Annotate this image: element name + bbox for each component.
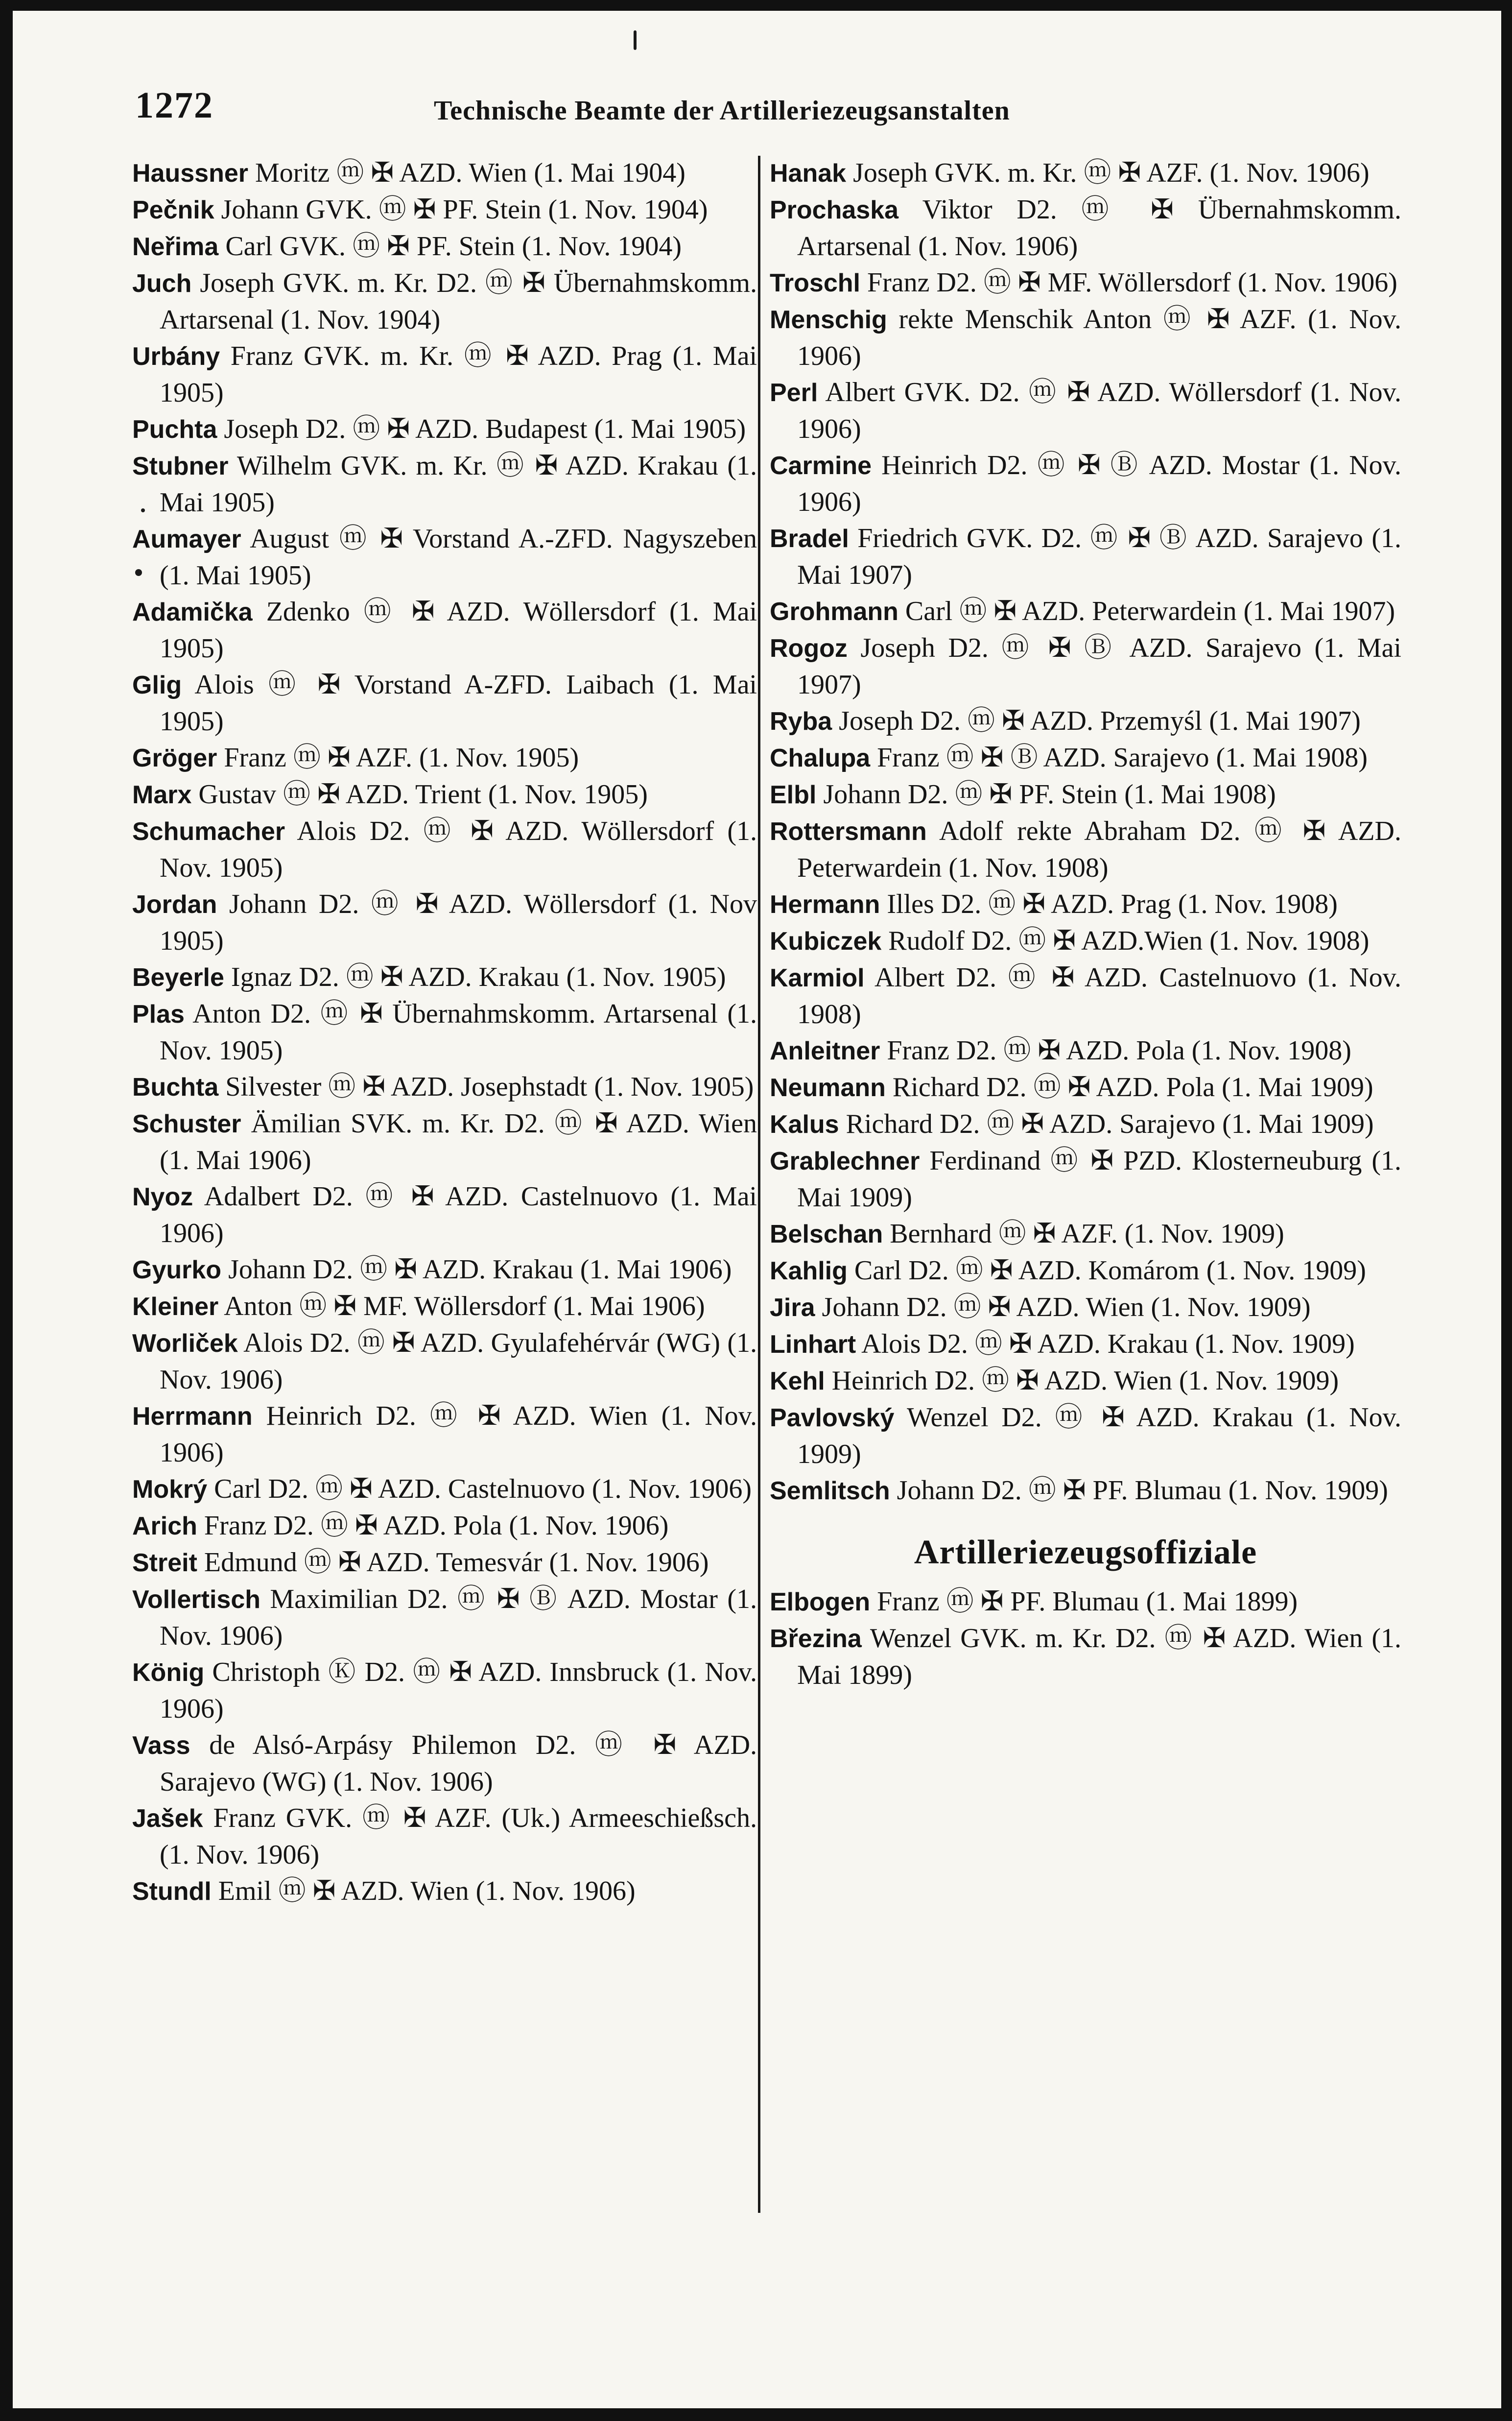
entry-surname: Kehl	[770, 1367, 825, 1395]
entry-surname: Schumacher	[132, 817, 285, 846]
entry-details: Johann D2. ⓜ ✠ PF. Blumau (1. Nov. 1909)	[897, 1475, 1388, 1506]
entry-surname: Carmine	[770, 452, 872, 480]
running-title: Technische Beamte der Artilleriezeugsanstalten	[434, 96, 1010, 126]
entry-details: Friedrich GVK. D2. ⓜ ✠ Ⓑ AZD. Sarajevo (1. Mai 1907)	[797, 523, 1401, 590]
entry-surname: Aumayer	[132, 525, 241, 553]
list-entry	[132, 1398, 757, 1471]
list-entry	[132, 1325, 757, 1398]
entry-surname: Jira	[770, 1294, 815, 1322]
entry-surname: Juch	[132, 269, 192, 298]
entry-details: Johann D2. ⓜ ✠ AZD. Krakau (1. Mai 1906)	[228, 1254, 732, 1285]
entry-details: Franz D2. ⓜ ✠ AZD. Pola (1. Nov. 1908)	[887, 1035, 1351, 1066]
list-entry	[132, 1581, 757, 1654]
entry-surname: Worliček	[132, 1329, 238, 1358]
list-entry	[770, 776, 1401, 813]
list-entry	[132, 411, 757, 448]
entry-surname: Grohmann	[770, 598, 898, 626]
entry-surname: Gyurko	[132, 1256, 222, 1284]
entry-surname: Perl	[770, 379, 818, 407]
entry-surname: Kahlig	[770, 1257, 848, 1285]
scan-speck	[634, 30, 637, 50]
column-divider	[758, 156, 760, 2213]
entry-details: Heinrich D2. ⓜ ✠ AZD. Wien (1. Nov. 1909)	[831, 1366, 1339, 1396]
entry-details: Adolf rekte Abraham D2. ⓜ ✠ AZD. Peterwardein (1. Nov. 1908)	[797, 816, 1401, 883]
list-entry	[132, 1288, 757, 1325]
entry-details: Christoph Ⓚ D2. ⓜ ✠ AZD. Innsbruck (1. Nov. 1906)	[160, 1657, 757, 1724]
list-entry	[132, 996, 757, 1069]
entry-details: Johann D2. ⓜ ✠ AZD. Wöllersdorf (1. Nov 1905)	[160, 889, 757, 956]
list-entry	[770, 630, 1401, 703]
list-entry	[132, 448, 757, 521]
entry-details: Gustav ⓜ ✠ AZD. Trient (1. Nov. 1905)	[198, 779, 648, 810]
list-entry	[770, 703, 1401, 740]
entry-details: Rudolf D2. ⓜ ✠ AZD.Wien (1. Nov. 1908)	[888, 926, 1370, 956]
entry-surname: Urbány	[132, 342, 220, 371]
list-entry	[132, 740, 757, 776]
entry-surname: Grablechner	[770, 1147, 920, 1175]
entry-surname: Plas	[132, 1000, 185, 1029]
list-entry	[770, 886, 1401, 923]
list-entry	[770, 301, 1401, 374]
entry-details: Joseph D2. ⓜ ✠ AZD. Przemyśl (1. Mai 1907)	[839, 706, 1361, 736]
section-title: Artilleriezeugsoffiziale	[914, 1534, 1257, 1571]
entry-details: Albert GVK. D2. ⓜ ✠ AZD. Wöllersdorf (1. Nov. 1906)	[797, 377, 1401, 444]
entry-surname: Gröger	[132, 744, 217, 772]
left-column	[132, 155, 757, 1910]
list-entry	[132, 228, 757, 265]
entry-surname: Streit	[132, 1549, 197, 1577]
entry-surname: Pavlovský	[770, 1404, 895, 1432]
entry-surname: Adamička	[132, 598, 253, 626]
list-entry	[132, 959, 757, 996]
entry-surname: Schuster	[132, 1110, 241, 1138]
entry-details: Anton D2. ⓜ ✠ Übernahmskomm. Artarsenal (1. Nov. 1905)	[160, 999, 757, 1066]
entry-details: August ⓜ ✠ Vorstand A.-ZFD. Nagyszeben (1. Mai 1905)	[160, 524, 757, 591]
entry-details: Franz ⓜ ✠ PF. Blumau (1. Mai 1899)	[877, 1586, 1298, 1617]
entry-surname: Vollertisch	[132, 1585, 261, 1614]
entry-details: Ämilian SVK. m. Kr. D2. ⓜ ✠ AZD. Wien (1. Mai 1906)	[160, 1108, 757, 1175]
entry-details: Heinrich D2. ⓜ ✠ Ⓑ AZD. Mostar (1. Nov. 1906)	[797, 450, 1402, 517]
entry-details: Franz ⓜ ✠ AZF. (1. Nov. 1905)	[224, 743, 579, 773]
list-entry	[132, 776, 757, 813]
list-entry	[770, 1363, 1401, 1399]
list-entry	[770, 1106, 1401, 1143]
entry-surname: Semlitsch	[770, 1477, 890, 1505]
list-entry	[770, 520, 1401, 593]
entry-surname: Rogoz	[770, 634, 848, 663]
list-entry	[770, 959, 1401, 1032]
list-entry	[132, 886, 757, 959]
entry-details: Alois ⓜ ✠ Vorstand A-ZFD. Laibach (1. Mai 1905)	[160, 670, 757, 737]
entry-surname: Glig	[132, 671, 182, 699]
list-entry	[132, 192, 757, 228]
entry-details: Edmund ⓜ ✠ AZD. Temesvár (1. Nov. 1906)	[204, 1547, 709, 1578]
entry-details: Alois D2. ⓜ ✠ AZD. Gyulafehérvár (WG) (1. Nov. 1906)	[160, 1328, 757, 1395]
entry-surname: Kalus	[770, 1110, 839, 1139]
entry-surname: Hermann	[770, 890, 880, 919]
entry-surname: Herrmann	[132, 1402, 253, 1431]
entry-surname: Ryba	[770, 707, 832, 736]
list-entry	[770, 813, 1401, 886]
entry-surname: Nyoz	[132, 1183, 193, 1211]
entry-details: de Alsó-Arpásy Philemon D2. ⓜ ✠ AZD. Sarajevo (WG) (1. Nov. 1906)	[160, 1730, 757, 1797]
list-entry	[770, 1143, 1401, 1216]
list-entry	[132, 667, 757, 740]
list-entry	[132, 1471, 757, 1508]
entry-details: Maximilian D2. ⓜ ✠ Ⓑ AZD. Mostar (1. Nov. 1906)	[160, 1584, 757, 1651]
entry-details: Franz D2. ⓜ ✠ MF. Wöllersdorf (1. Nov. 1906)	[867, 267, 1397, 298]
entry-surname: Pečnik	[132, 196, 214, 224]
right-column-entries	[770, 155, 1401, 1509]
list-entry	[770, 1326, 1401, 1363]
entry-details: Richard D2. ⓜ ✠ AZD. Pola (1. Mai 1909)	[892, 1072, 1373, 1103]
entry-surname: Linhart	[770, 1330, 856, 1359]
entry-details: Carl D2. ⓜ ✠ AZD. Komárom (1. Nov. 1909)	[854, 1255, 1366, 1286]
section-entries	[770, 1583, 1401, 1693]
entry-surname: Březina	[770, 1625, 862, 1653]
list-entry	[132, 1251, 757, 1288]
entry-details: Franz GVK. m. Kr. ⓜ ✠ AZD. Prag (1. Mai 1905)	[160, 341, 757, 408]
entry-surname: Chalupa	[770, 744, 871, 772]
entry-details: Richard D2. ⓜ ✠ AZD. Sarajevo (1. Mai 1909)	[846, 1109, 1374, 1139]
list-entry	[770, 1472, 1401, 1509]
entry-details: Ferdinand ⓜ ✠ PZD. Klosterneuburg (1. Mai 1909)	[797, 1146, 1401, 1213]
entry-details: Adalbert D2. ⓜ ✠ AZD. Castelnuovo (1. Mai 1906)	[160, 1181, 757, 1248]
list-entry	[132, 1544, 757, 1581]
list-entry	[132, 1105, 757, 1178]
list-entry	[770, 1399, 1401, 1472]
entry-surname: Puchta	[132, 415, 217, 444]
entry-surname: Mokrý	[132, 1475, 208, 1504]
entry-surname: Beyerle	[132, 963, 224, 992]
entry-details: Silvester ⓜ ✠ AZD. Josephstadt (1. Nov. 1905)	[225, 1072, 754, 1102]
list-entry	[132, 155, 757, 192]
entry-surname: Hanak	[770, 159, 847, 188]
entry-surname: Anleitner	[770, 1037, 880, 1065]
entry-details: Wenzel GVK. m. Kr. D2. ⓜ ✠ AZD. Wien (1. Mai 1899)	[797, 1623, 1401, 1690]
entry-surname: Kubiczek	[770, 927, 882, 956]
entry-details: Joseph D2. ⓜ ✠ Ⓑ AZD. Sarajevo (1. Mai 1907)	[797, 633, 1402, 700]
entry-details: Johann D2. ⓜ ✠ PF. Stein (1. Mai 1908)	[823, 779, 1276, 810]
list-entry	[132, 1800, 757, 1873]
entry-details: Emil ⓜ ✠ AZD. Wien (1. Nov. 1906)	[218, 1876, 636, 1906]
list-entry	[132, 265, 757, 338]
list-entry	[132, 338, 757, 411]
list-entry	[770, 1216, 1401, 1252]
list-entry	[132, 1069, 757, 1105]
entry-surname: Bradel	[770, 525, 849, 553]
entry-surname: Stundl	[132, 1877, 212, 1906]
entry-details: Carl ⓜ ✠ AZD. Peterwardein (1. Mai 1907)	[905, 596, 1395, 626]
entry-details: Moritz ⓜ ✠ AZD. Wien (1. Mai 1904)	[255, 158, 685, 188]
list-entry	[132, 521, 757, 594]
list-entry	[770, 1069, 1401, 1106]
entry-surname: Kleiner	[132, 1293, 219, 1321]
entry-details: Carl GVK. ⓜ ✠ PF. Stein (1. Nov. 1904)	[225, 231, 682, 262]
entry-surname: König	[132, 1658, 205, 1687]
list-entry	[770, 740, 1401, 776]
list-entry	[770, 1032, 1401, 1069]
entry-details: Albert D2. ⓜ ✠ AZD. Castelnuovo (1. Nov. 1908)	[797, 962, 1401, 1030]
entry-details: Alois D2. ⓜ ✠ AZD. Krakau (1. Nov. 1909)	[861, 1329, 1355, 1359]
scanned-page	[13, 11, 1501, 2408]
list-entry	[132, 1654, 757, 1727]
entry-details: Wilhelm GVK. m. Kr. ⓜ ✠ AZD. Krakau (1. Mai 1905)	[160, 451, 757, 518]
entry-surname: Haussner	[132, 159, 248, 188]
entry-details: Joseph D2. ⓜ ✠ AZD. Budapest (1. Mai 1905)	[224, 414, 746, 444]
list-entry	[132, 1873, 757, 1910]
page-header	[13, 84, 1501, 138]
list-entry	[770, 1289, 1401, 1326]
entry-surname: Arich	[132, 1512, 197, 1540]
entry-details: rekte Menschik Anton ⓜ ✠ AZF. (1. Nov. 1906)	[797, 304, 1401, 371]
entry-details: Carl D2. ⓜ ✠ AZD. Castelnuovo (1. Nov. 1906)	[214, 1474, 752, 1504]
entry-details: Viktor D2. ⓜ ✠ Übernahmskomm. Artarsenal (1. Nov. 1906)	[797, 194, 1401, 262]
list-entry	[770, 923, 1401, 959]
list-entry	[770, 1252, 1401, 1289]
entry-surname: Menschig	[770, 306, 887, 334]
scan-speck	[135, 569, 142, 576]
entry-details: Illes D2. ⓜ ✠ AZD. Prag (1. Nov. 1908)	[887, 889, 1338, 919]
entry-surname: Prochaska	[770, 196, 899, 224]
entry-surname: Neřima	[132, 233, 219, 261]
entry-surname: Elbogen	[770, 1588, 871, 1616]
entry-details: Joseph GVK. m. Kr. ⓜ ✠ AZF. (1. Nov. 1906)	[853, 158, 1370, 188]
entry-details: Franz ⓜ ✠ Ⓑ AZD. Sarajevo (1. Mai 1908)	[877, 743, 1368, 773]
list-entry	[770, 447, 1401, 520]
page-number: 1272	[135, 85, 213, 126]
entry-details: Johann GVK. ⓜ ✠ PF. Stein (1. Nov. 1904)	[221, 194, 708, 225]
entry-surname: Jašek	[132, 1804, 203, 1833]
entry-surname: Troschl	[770, 269, 860, 297]
entry-surname: Jordan	[132, 890, 217, 919]
entry-surname: Elbl	[770, 781, 817, 809]
entry-surname: Vass	[132, 1731, 190, 1760]
list-entry	[770, 1583, 1401, 1620]
entry-surname: Rottersmann	[770, 817, 927, 846]
entry-details: Joseph GVK. m. Kr. D2. ⓜ ✠ Übernahmskomm. Artarsenal (1. Nov. 1904)	[160, 268, 757, 335]
entry-details: Heinrich D2. ⓜ ✠ AZD. Wien (1. Nov. 1906)	[160, 1401, 757, 1468]
list-entry	[132, 594, 757, 667]
entry-details: Franz D2. ⓜ ✠ AZD. Pola (1. Nov. 1906)	[204, 1510, 669, 1541]
list-entry	[770, 593, 1401, 630]
entry-surname: Marx	[132, 781, 192, 809]
list-entry	[132, 1508, 757, 1544]
right-column	[770, 155, 1401, 1693]
entry-surname: Karmiol	[770, 964, 865, 992]
entry-details: Anton ⓜ ✠ MF. Wöllersdorf (1. Mai 1906)	[224, 1291, 705, 1321]
entry-surname: Stubner	[132, 452, 229, 480]
scan-speck	[141, 508, 145, 512]
list-entry	[770, 192, 1401, 264]
list-entry	[132, 1727, 757, 1800]
entry-details: Johann D2. ⓜ ✠ AZD. Wien (1. Nov. 1909)	[822, 1292, 1311, 1322]
entry-details: Alois D2. ⓜ ✠ AZD. Wöllersdorf (1. Nov. 1905)	[160, 816, 757, 883]
list-entry	[770, 1620, 1401, 1693]
list-entry	[770, 374, 1401, 447]
list-entry	[132, 813, 757, 886]
entry-details: Wenzel D2. ⓜ ✠ AZD. Krakau (1. Nov. 1909)	[797, 1402, 1401, 1469]
entry-surname: Buchta	[132, 1073, 219, 1102]
entry-details: Ignaz D2. ⓜ ✠ AZD. Krakau (1. Nov. 1905)	[231, 962, 726, 992]
entry-surname: Neumann	[770, 1074, 886, 1102]
entry-surname: Belschan	[770, 1220, 883, 1248]
list-entry	[770, 264, 1401, 301]
entry-details: Bernhard ⓜ ✠ AZF. (1. Nov. 1909)	[890, 1219, 1284, 1249]
list-entry	[132, 1178, 757, 1251]
list-entry	[770, 155, 1401, 192]
entry-details: Zdenko ⓜ ✠ AZD. Wöllersdorf (1. Mai 1905)	[160, 597, 757, 664]
entry-details: Franz GVK. ⓜ ✠ AZF. (Uk.) Armeeschießsch. (1. Nov. 1906)	[160, 1803, 757, 1870]
